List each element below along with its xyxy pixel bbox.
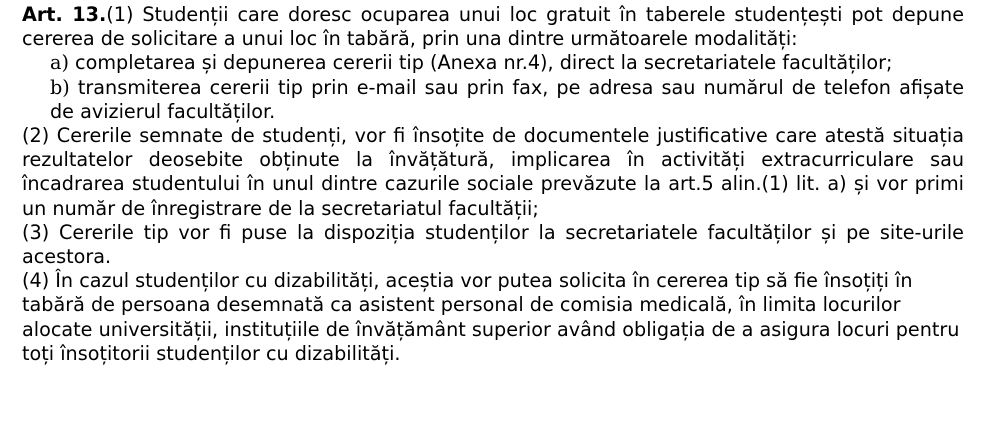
article-paragraph-3: (3) Cererile tip vor fi puse la dispoziția studenților la secretariatele facultăților și pe site-urile acestora.	[22, 220, 964, 269]
article-document	[22, 3, 964, 366]
article-paragraph-4: (4) În cazul studenților cu dizabilități, aceștia vor putea solicita în cererea tip să fie însoțiți în tabără de persoana desemnată ca asistent personal de comisia medicală, în limita locurilor alocate universității, instituțiile de învățământ superior având obligația de a asigura locuri pentru toți însoțitorii studenților cu dizabilități.	[22, 269, 960, 365]
list-item-a-text: completarea și depunerea cererii tip (Anexa nr.4), direct la secretariatele facultăților;	[68, 51, 893, 75]
paragraph-1-text: (1) Studenții care doresc ocuparea unui loc gratuit în taberele studențești pot depune cererea de solicitare a unui loc în tabără, prin una dintre următoarele modalități:	[22, 3, 964, 51]
article-paragraph-1	[22, 3, 964, 51]
article-label: Art. 13.	[22, 3, 107, 26]
list-marker-a: a)	[50, 51, 69, 75]
list-item-a	[50, 51, 964, 75]
list-item-b	[50, 76, 964, 124]
list-marker-b: b)	[50, 75, 70, 99]
list-item-b-text: transmiterea cererii tip prin e-mail sau prin fax, pe adresa sau numărul de telefon afișate de avizierul facultăților.	[50, 75, 964, 123]
article-paragraph-2: (2) Cererile semnate de studenți, vor fi însoțite de documentele justificative care atestă situația rezultatelor deosebite obținute la învățătură, implicarea în activități extracurriculare sau încadrarea studentului în unul dintre cazurile sociale prevăzute la art.5 alin.(1) lit. a) și vor primi un număr de înregistrare de la secretariatul facultății;	[22, 124, 964, 220]
